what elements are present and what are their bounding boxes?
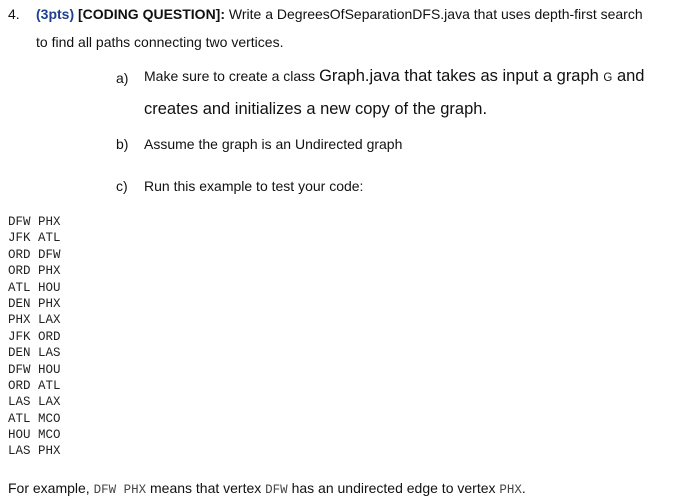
- item-a-part-3: G: [603, 72, 613, 84]
- edge-line: ORD PHX: [8, 264, 61, 279]
- footer-text-2: means that vertex: [146, 480, 266, 496]
- footer-text-4: .: [521, 480, 526, 496]
- question-text-1: Write a DegreesOfSeparationDFS.java that uses depth-first search: [225, 6, 643, 22]
- footer-code-1: DFW PHX: [93, 483, 147, 497]
- edge-line: DEN PHX: [8, 296, 61, 311]
- edge-line: LAS LAX: [8, 395, 61, 410]
- item-a-part-1: Make sure to create a class: [144, 68, 320, 84]
- edge-line: ORD ATL: [8, 378, 61, 393]
- footer-code-3: PHX: [499, 483, 522, 497]
- edge-list: [8, 214, 61, 460]
- edge-line: PHX LAX: [8, 313, 61, 328]
- item-a-line-1: [144, 67, 645, 86]
- edge-line: DEN LAS: [8, 346, 61, 361]
- edge-line: LAS PHX: [8, 444, 61, 459]
- edge-line: ATL HOU: [8, 280, 61, 295]
- edge-line: DFW PHX: [8, 215, 61, 229]
- footer-text-1: For example,: [8, 480, 94, 496]
- item-c-letter: c): [116, 178, 128, 194]
- item-a-part-2: Graph.java that takes as input a graph: [319, 67, 604, 85]
- edge-line: JFK ORD: [8, 329, 61, 344]
- footer-example: [8, 480, 526, 497]
- item-c-text: Run this example to test your code:: [144, 178, 364, 194]
- question-line-1: [36, 6, 643, 22]
- item-b-letter: b): [116, 136, 129, 152]
- item-b-text: Assume the graph is an Undirected graph: [144, 136, 403, 152]
- coding-question-tag: [CODING QUESTION]:: [78, 6, 226, 22]
- question-line-2: to find all paths connecting two vertices.: [36, 34, 284, 50]
- edge-line: JFK ATL: [8, 231, 61, 246]
- item-a-line-2: creates and initializes a new copy of the graph.: [144, 100, 488, 118]
- footer-text-3: has an undirected edge to vertex: [287, 480, 500, 496]
- question-number: 4.: [8, 6, 20, 22]
- item-a-letter: a): [116, 70, 129, 86]
- edge-line: ATL MCO: [8, 411, 61, 426]
- edge-line: DFW HOU: [8, 362, 61, 377]
- edge-line: HOU MCO: [8, 428, 61, 443]
- footer-code-2: DFW: [265, 483, 288, 497]
- edge-line: ORD DFW: [8, 247, 61, 262]
- points-label: (3pts): [36, 6, 75, 22]
- item-a-part-4: and: [612, 67, 645, 85]
